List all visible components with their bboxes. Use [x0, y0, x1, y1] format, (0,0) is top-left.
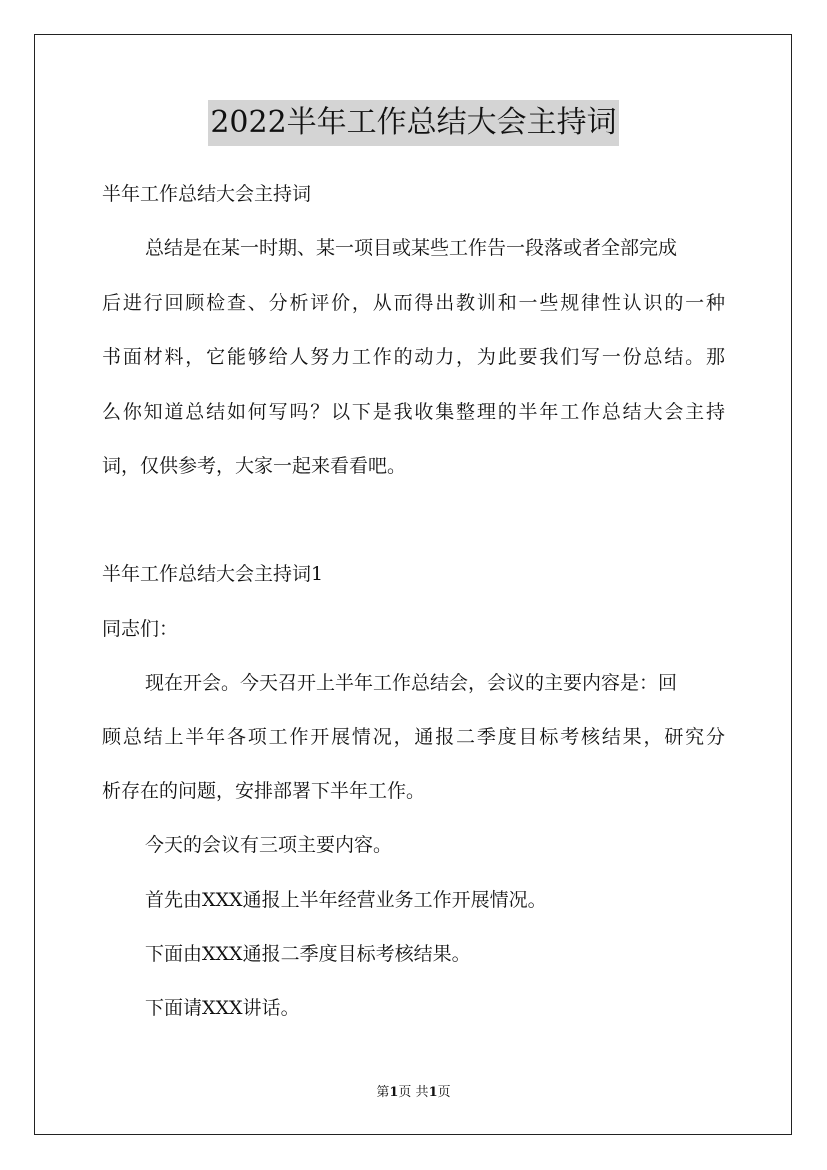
intro-line: 书面材料，它能够给人努力工作的动力，为此要我们写一份总结。那 [102, 346, 725, 368]
intro-line: 么你知道总结如何写吗？以下是我收集整理的半年工作总结大会主持 [102, 401, 725, 423]
footer-page-suffix: 页 [437, 1085, 451, 1100]
intro-line: 词，仅供参考，大家一起来看看吧。 [102, 455, 407, 477]
intro-line: 后进行回顾检查、分析评价，从而得出教训和一些规律性认识的一种 [102, 292, 725, 314]
footer-page-total: 1 [428, 1085, 438, 1100]
paragraph: 今天的会议有三项主要内容。 [145, 834, 393, 856]
paragraph-line: 顾总结上半年各项工作开展情况，通报二季度目标考核结果，研究分 [102, 726, 725, 748]
salutation: 同志们： [102, 618, 179, 640]
document-title: 2022半年工作总结大会主持词 [208, 100, 618, 146]
document-subtitle: 半年工作总结大会主持词 [102, 183, 312, 205]
title-container [0, 100, 827, 146]
section-heading: 半年工作总结大会主持词1 [102, 563, 324, 585]
footer-page-current: 1 [389, 1085, 399, 1100]
paragraph-line: 析存在的问题，安排部署下半年工作。 [102, 780, 426, 802]
paragraph: 首先由XXX通报上半年经营业务工作开展情况。 [145, 889, 547, 911]
footer-page-mid: 页 共 [398, 1085, 429, 1100]
paragraph: 下面由XXX通报二季度目标考核结果。 [145, 943, 471, 965]
intro-line: 总结是在某一时期、某一项目或某些工作告一段落或者全部完成 [145, 237, 678, 259]
footer-page-prefix: 第 [376, 1085, 390, 1100]
page-footer [0, 1084, 827, 1102]
paragraph: 下面请XXX讲话。 [145, 997, 300, 1019]
paragraph-line: 现在开会。今天召开上半年工作总结会，会议的主要内容是：回 [145, 672, 678, 694]
